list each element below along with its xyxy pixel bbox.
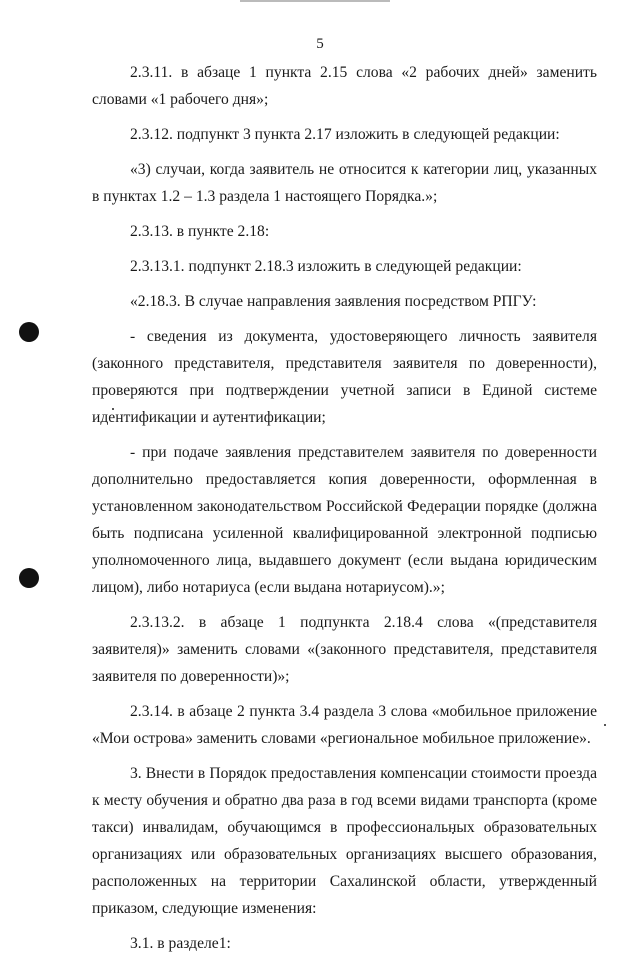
page-number: 5 — [316, 36, 324, 52]
paragraph-2-3-13-1: 2.3.13.1. подпункт 2.18.3 изложить в следующей редакции: — [130, 258, 522, 275]
paragraph-identity-docs: - сведения из документа, удостоверяющего личность заявителя (законного представителя, представителя заявителя по доверенности), проверяются при подтверждении учетной записи в Единой системе идентификации и аутентификации; — [92, 328, 597, 426]
scan-edge-mark — [240, 0, 390, 2]
paragraph-section-3: 3. Внести в Порядок предоставления компенсации стоимости проезда к месту обучения и обратно два раза в год всеми видами транспорта (кроме такси) инвалидам, обучающимся в профессиональных образовательных организациях или образовательных организациях высшего образования, расположенных на территории Сахалинской области, утвержденный приказом, следующие изменения: — [92, 765, 597, 917]
paragraph-2-3-13: 2.3.13. в пункте 2.18: — [130, 223, 270, 240]
paragraph-2-3-14: 2.3.14. в абзаце 2 пункта 3.4 раздела 3 слова «мобильное приложение «Мои острова» заменить словами «региональное мобильное приложение». — [92, 703, 597, 747]
paragraph-quote-3: «3) случаи, когда заявитель не относится к категории лиц, указанных в пунктах 1.2 – 1.3 раздела 1 настоящего Порядка.»; — [92, 161, 597, 205]
paragraph-2-18-3: «2.18.3. В случае направления заявления посредством РПГУ: — [130, 293, 537, 310]
paragraph-power-of-attorney: - при подаче заявления представителем заявителя по доверенности дополнительно предоставляется копия доверенности, оформленная в установленном законодательством Российской Федерации порядке (должна быть подписана усиленной квалифицированной электронной подписью уполномоченного лица, выдавшего документ (если выдана юридическим лицом), либо нотариуса (если выдана нотариусом).»; — [92, 444, 597, 596]
paragraph-2-3-11: 2.3.11. в абзаце 1 пункта 2.15 слова «2 рабочих дней» заменить словами «1 рабочего дня»; — [92, 64, 597, 108]
punch-hole-bottom — [19, 568, 39, 588]
scan-speck — [604, 724, 606, 726]
punch-hole-top — [19, 322, 39, 342]
paragraph-3-1: 3.1. в разделе1: — [130, 935, 231, 952]
paragraph-2-3-13-2: 2.3.13.2. в абзаце 1 подпункта 2.18.4 слова «(представителя заявителя)» заменить словами «(законного представителя, представителя заявителя по доверенности)»; — [92, 614, 597, 685]
document-body — [92, 59, 597, 957]
paragraph-2-3-12: 2.3.12. подпункт 3 пункта 2.17 изложить в следующей редакции: — [130, 126, 560, 143]
